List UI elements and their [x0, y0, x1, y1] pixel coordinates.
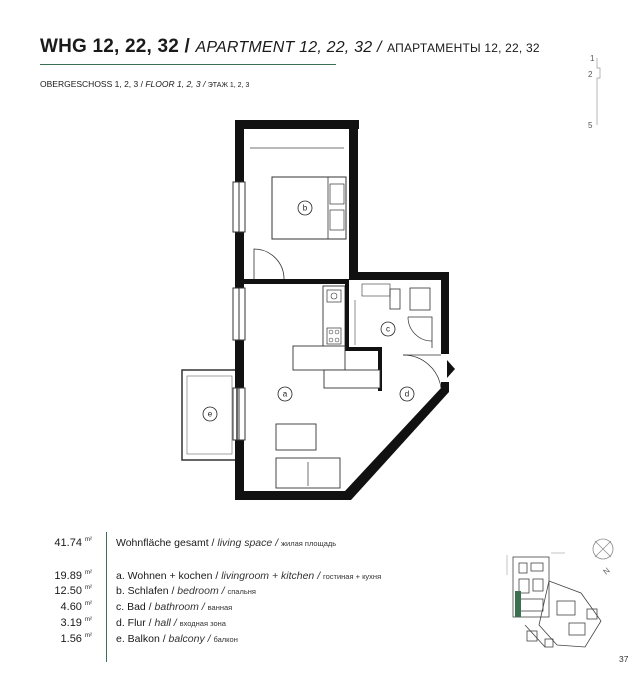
page-number: 37	[619, 654, 629, 664]
title-de: WHG 12, 22, 32 /	[40, 36, 190, 57]
area-label-e: e. Balkon / balcony / балкон	[116, 633, 238, 645]
shower	[410, 288, 430, 310]
floor-indicator-5: 5	[588, 121, 593, 130]
svg-text:d: d	[404, 389, 410, 399]
area-label-d: d. Flur / hall / входная зона	[116, 617, 226, 629]
svg-text:c: c	[386, 324, 390, 334]
sideboard	[324, 370, 380, 388]
area-label-c: c. Bad / bathroom / ванная	[116, 601, 233, 613]
entry-door	[403, 355, 441, 388]
dining-table	[276, 424, 316, 450]
area-label-a: a. Wohnen + kochen / livingroom + kitchen / гостиная + кухня	[116, 570, 382, 582]
subtitle-en: FLOOR 1, 2, 3 /	[145, 79, 206, 89]
svg-text:a: a	[282, 389, 288, 399]
area-value-e: 1.56 $^{m^2}$	[60, 633, 92, 645]
site-plan-thumbnail	[505, 535, 625, 660]
subtitle-de: OBERGESCHOSS 1, 2, 3 /	[40, 79, 143, 89]
area-label-b: b. Schlafen / bedroom / спальня	[116, 585, 256, 597]
room-b-label	[298, 201, 312, 215]
subtitle-ru: ЭТАЖ 1, 2, 3	[207, 82, 250, 89]
area-value-a: 19.89 $^{m^2}$	[54, 570, 92, 582]
diagonal-wall	[345, 388, 449, 500]
room-e-label	[203, 407, 217, 421]
area-divider	[106, 532, 107, 662]
windows	[233, 182, 245, 440]
area-value-d: 3.19 $^{m^2}$	[60, 617, 92, 629]
bedroom-door	[254, 249, 284, 279]
bedroom-living-wall	[244, 279, 349, 284]
room-a-label	[278, 387, 292, 401]
floor-indicator-lines	[597, 58, 600, 125]
compass-icon	[593, 539, 613, 577]
apartment-highlight	[515, 591, 521, 617]
bathroom-door	[408, 317, 432, 341]
area-total-label: Wohnfläche gesamt / living space / жилая площадь	[116, 537, 337, 549]
compass-north-label: N	[601, 565, 612, 577]
kitchen-counter	[323, 286, 345, 348]
floor-indicator-1: 1	[590, 54, 595, 63]
area-value-c: 4.60 $^{m^2}$	[60, 601, 92, 613]
entry-arrow	[447, 360, 455, 378]
floor-indicator-2: 2	[588, 70, 593, 79]
kitchen-island	[293, 346, 345, 370]
toilet	[390, 289, 400, 309]
svg-text:b: b	[302, 203, 308, 213]
area-total-value: 41.74 $^{m^2}$	[54, 537, 92, 549]
room-c-label	[381, 322, 395, 336]
svg-text:e: e	[207, 409, 213, 419]
area-value-b: 12.50 $^{m^2}$	[54, 585, 92, 597]
room-d-label	[400, 387, 414, 401]
title-en: APARTMENT 12, 22, 32 /	[195, 39, 382, 56]
title-ru: АПАРТАМЕНТЫ 12, 22, 32	[387, 41, 540, 55]
